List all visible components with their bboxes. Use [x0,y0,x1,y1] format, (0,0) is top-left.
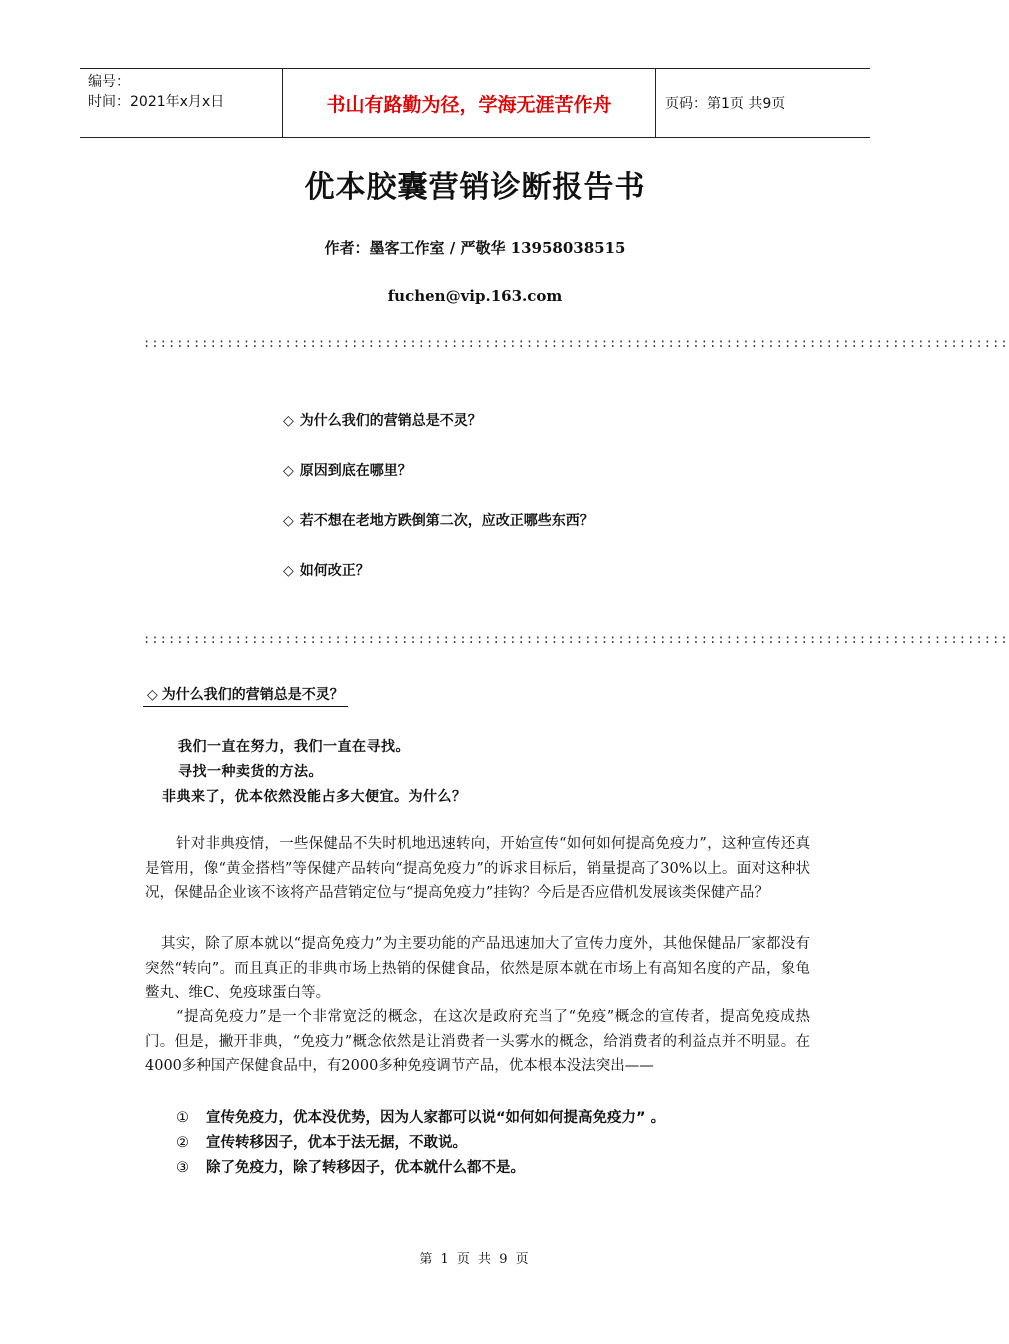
section-heading-text: 为什么我们的营销总是不灵？ [161,687,344,703]
item-number: ② [176,1135,189,1151]
document-author: 作者：墨客工作室 / 严敬华 13958038515 [324,239,626,257]
question-text: 为什么我们的营销总是不灵？ [299,413,482,429]
header-meta [88,72,288,112]
item-number: ③ [176,1160,189,1176]
page-footer: 第 1 页 共 9 页 [419,1252,531,1267]
header-motto: 书山有路勤为径，学海无涯苦作舟 [282,69,656,137]
item-number: ① [176,1110,189,1126]
diamond-icon: ◇ [283,563,294,579]
time-label: 时间：2021年x月x日 [88,94,225,110]
question-item [283,410,482,430]
document-email: fuchen@vip.163.com [387,287,563,305]
body-paragraph: 其实，除了原本就以“提高免疫力”为主要功能的产品迅速加大了宣传力度外，其他保健品厂家都没有突然“转向”。而且真正的非典市场上热销的保健食品，依然是原本就在市场上有高知名度的产品，象龟鳖丸、维C、免疫球蛋白等。 [145,936,810,1001]
question-text: 原因到底在哪里？ [299,463,412,479]
question-text: 如何改正？ [299,563,370,579]
question-text: 若不想在老地方跌倒第二次，应改正哪些东西？ [299,513,594,529]
diamond-icon: ◇ [283,463,294,479]
list-item [176,1106,665,1127]
list-item [176,1131,467,1152]
question-item [283,510,594,530]
item-text: 除了免疫力，除了转移因子，优本就什么都不是。 [206,1160,525,1176]
document-title: 优本胶囊营销诊断报告书 [304,170,646,205]
divider-top: :::::::::::::::::::::::::::::::::::::::::::::::::::::::::::::::::::::::::::::::::::::::::::::::::::::::: [143,336,1009,350]
item-text: 宣传免疫力，优本没优势，因为人家都可以说“如何如何提高免疫力” 。 [206,1110,666,1126]
intro-line: 我们一直在努力，我们一直在寻找。 [178,739,410,755]
body-paragraph: 针对非典疫情，一些保健品不失时机地迅速转向，开始宣传“如何如何提高免疫力”，这种宣传还真是管用，像“黄金搭档”等保健产品转向“提高免疫力”的诉求目标后，销量提高了30%以上。面对这种状况，保健品企业该不该将产品营销定位与“提高免疫力”挂钩？今后是否应借机发展该类保健产品？ [145,836,810,901]
diamond-icon: ◇ [147,687,158,703]
item-text: 宣传转移因子，优本于法无据，不敢说。 [206,1135,467,1151]
list-item [176,1156,525,1177]
intro-line: 寻找一种卖货的方法。 [178,764,323,780]
diamond-icon: ◇ [283,413,294,429]
section-heading [143,684,348,707]
body-paragraph: “提高免疫力”是一个非常宽泛的概念，在这次是政府充当了“免疫”概念的宣传者，提高免疫成热门。但是，撇开非典，“免疫力”概念依然是让消费者一头雾水的概念，给消费者的利益点并不明显。在4000多种国产保健食品中，有2000多种免疫调节产品，优本根本没法突出—— [145,1009,810,1074]
diamond-icon: ◇ [283,513,294,529]
question-item [283,560,370,580]
number-label: 编号： [88,74,130,90]
header-page-label: 页码：第1页 共9页 [665,96,786,112]
intro-line: 非典来了，优本依然没能占多大便宜。为什么？ [162,789,467,805]
divider-bottom: :::::::::::::::::::::::::::::::::::::::::::::::::::::::::::::::::::::::::::::::::::::::::::::::::::::::: [143,632,1009,646]
question-item [283,460,412,480]
page-header [80,68,870,138]
